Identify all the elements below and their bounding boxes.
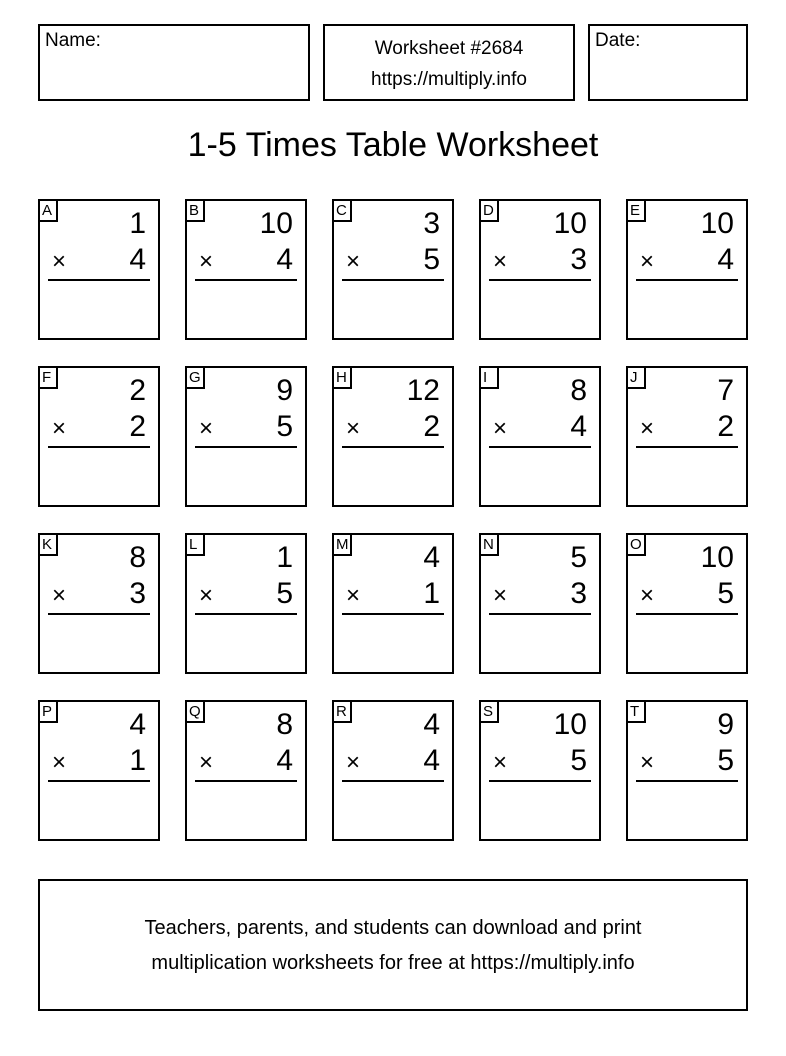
times-sign: × <box>640 582 655 609</box>
problem-bottom-number: 2 <box>129 410 146 443</box>
answer-line <box>342 613 444 615</box>
problem-letter: R <box>332 700 352 723</box>
page-title: 1-5 Times Table Worksheet <box>187 126 599 164</box>
problem-bottom-number: 2 <box>423 410 440 443</box>
answer-line <box>489 446 591 448</box>
problem-letter: G <box>185 366 205 389</box>
problem-card[interactable] <box>185 199 307 340</box>
problem-letter: A <box>38 199 58 222</box>
problem-letter: D <box>479 199 499 222</box>
problem-top-number: 10 <box>700 207 734 240</box>
problem-top-number: 3 <box>423 207 440 240</box>
problem-top-number: 4 <box>423 708 440 741</box>
problem-top-number: 12 <box>406 374 440 407</box>
problem-top-number: 5 <box>570 541 587 574</box>
problem-letter: F <box>38 366 58 389</box>
problem-letter: Q <box>185 700 205 723</box>
problem-letter: N <box>479 533 499 556</box>
times-sign: × <box>346 582 361 609</box>
problem-card[interactable] <box>38 700 160 841</box>
problem-letter: J <box>626 366 646 389</box>
answer-line <box>636 446 738 448</box>
footer-line-1: Teachers, parents, and students can download and print <box>144 917 642 939</box>
answer-line <box>489 613 591 615</box>
times-sign: × <box>640 415 655 442</box>
problem-bottom-number: 5 <box>276 410 293 443</box>
answer-line <box>195 279 297 281</box>
problem-top-number: 10 <box>259 207 293 240</box>
problem-card[interactable] <box>479 199 601 340</box>
problem-card[interactable] <box>38 366 160 507</box>
problem-top-number: 9 <box>276 374 293 407</box>
problem-card[interactable] <box>38 533 160 674</box>
problem-card[interactable] <box>626 199 748 340</box>
times-sign: × <box>199 415 214 442</box>
times-sign: × <box>52 248 67 275</box>
problem-bottom-number: 5 <box>717 577 734 610</box>
answer-line <box>195 613 297 615</box>
problem-card[interactable] <box>185 700 307 841</box>
problem-card[interactable] <box>185 533 307 674</box>
problem-letter: B <box>185 199 205 222</box>
problem-letter: P <box>38 700 58 723</box>
problem-top-number: 8 <box>129 541 146 574</box>
problem-letter: H <box>332 366 352 389</box>
problem-top-number: 2 <box>129 374 146 407</box>
times-sign: × <box>52 582 67 609</box>
problem-bottom-number: 1 <box>129 744 146 777</box>
answer-line <box>489 780 591 782</box>
answer-line <box>48 279 150 281</box>
times-sign: × <box>199 749 214 776</box>
problem-bottom-number: 1 <box>423 577 440 610</box>
times-sign: × <box>640 749 655 776</box>
problem-card[interactable] <box>332 366 454 507</box>
answer-line <box>342 446 444 448</box>
answer-line <box>195 446 297 448</box>
problem-top-number: 8 <box>570 374 587 407</box>
answer-line <box>48 613 150 615</box>
answer-line <box>342 279 444 281</box>
times-sign: × <box>199 582 214 609</box>
problem-letter: L <box>185 533 205 556</box>
problem-bottom-number: 4 <box>129 243 146 276</box>
problem-card[interactable] <box>332 199 454 340</box>
problem-bottom-number: 4 <box>717 243 734 276</box>
answer-line <box>636 279 738 281</box>
answer-line <box>48 780 150 782</box>
problem-card[interactable] <box>332 533 454 674</box>
answer-line <box>636 613 738 615</box>
problem-top-number: 10 <box>700 541 734 574</box>
problem-bottom-number: 4 <box>423 744 440 777</box>
problem-bottom-number: 2 <box>717 410 734 443</box>
problem-letter: T <box>626 700 646 723</box>
times-sign: × <box>493 749 508 776</box>
problem-bottom-number: 5 <box>276 577 293 610</box>
problem-top-number: 4 <box>423 541 440 574</box>
answer-line <box>195 780 297 782</box>
problem-top-number: 7 <box>717 374 734 407</box>
date-field-box[interactable] <box>588 24 748 101</box>
times-sign: × <box>52 415 67 442</box>
problem-letter: S <box>479 700 499 723</box>
problem-bottom-number: 4 <box>276 744 293 777</box>
problem-card[interactable] <box>185 366 307 507</box>
problem-bottom-number: 5 <box>423 243 440 276</box>
problem-bottom-number: 3 <box>570 577 587 610</box>
problem-card[interactable] <box>38 199 160 340</box>
problem-card[interactable] <box>626 700 748 841</box>
answer-line <box>342 780 444 782</box>
problem-top-number: 4 <box>129 708 146 741</box>
problem-card[interactable] <box>626 366 748 507</box>
problem-top-number: 1 <box>276 541 293 574</box>
problem-letter: O <box>626 533 646 556</box>
problem-top-number: 10 <box>553 207 587 240</box>
problem-letter: C <box>332 199 352 222</box>
times-sign: × <box>493 415 508 442</box>
name-field-box[interactable] <box>38 24 310 101</box>
times-sign: × <box>346 749 361 776</box>
worksheet-url: https://multiply.info <box>371 69 527 90</box>
problem-card[interactable] <box>479 700 601 841</box>
problem-top-number: 10 <box>553 708 587 741</box>
problem-top-number: 9 <box>717 708 734 741</box>
times-sign: × <box>640 248 655 275</box>
answer-line <box>636 780 738 782</box>
problem-bottom-number: 5 <box>570 744 587 777</box>
problem-card[interactable] <box>626 533 748 674</box>
times-sign: × <box>493 582 508 609</box>
times-sign: × <box>493 248 508 275</box>
problem-top-number: 8 <box>276 708 293 741</box>
worksheet-id-box <box>323 24 575 101</box>
times-sign: × <box>346 248 361 275</box>
problem-card[interactable] <box>479 366 601 507</box>
times-sign: × <box>346 415 361 442</box>
problem-top-number: 1 <box>129 207 146 240</box>
footer-box <box>38 879 748 1011</box>
problem-letter: E <box>626 199 646 222</box>
footer-line-2: multiplication worksheets for free at https://multiply.info <box>151 952 635 974</box>
problem-bottom-number: 4 <box>570 410 587 443</box>
problem-letter: M <box>332 533 352 556</box>
times-sign: × <box>199 248 214 275</box>
answer-line <box>489 279 591 281</box>
worksheet-number: Worksheet #2684 <box>374 38 524 59</box>
problem-card[interactable] <box>332 700 454 841</box>
problem-bottom-number: 3 <box>129 577 146 610</box>
name-label: Name: <box>45 30 101 51</box>
problem-letter: K <box>38 533 58 556</box>
problem-bottom-number: 4 <box>276 243 293 276</box>
problem-letter: I <box>479 366 499 389</box>
answer-line <box>48 446 150 448</box>
date-label: Date: <box>595 30 641 51</box>
problem-bottom-number: 3 <box>570 243 587 276</box>
problem-card[interactable] <box>479 533 601 674</box>
problem-bottom-number: 5 <box>717 744 734 777</box>
times-sign: × <box>52 749 67 776</box>
